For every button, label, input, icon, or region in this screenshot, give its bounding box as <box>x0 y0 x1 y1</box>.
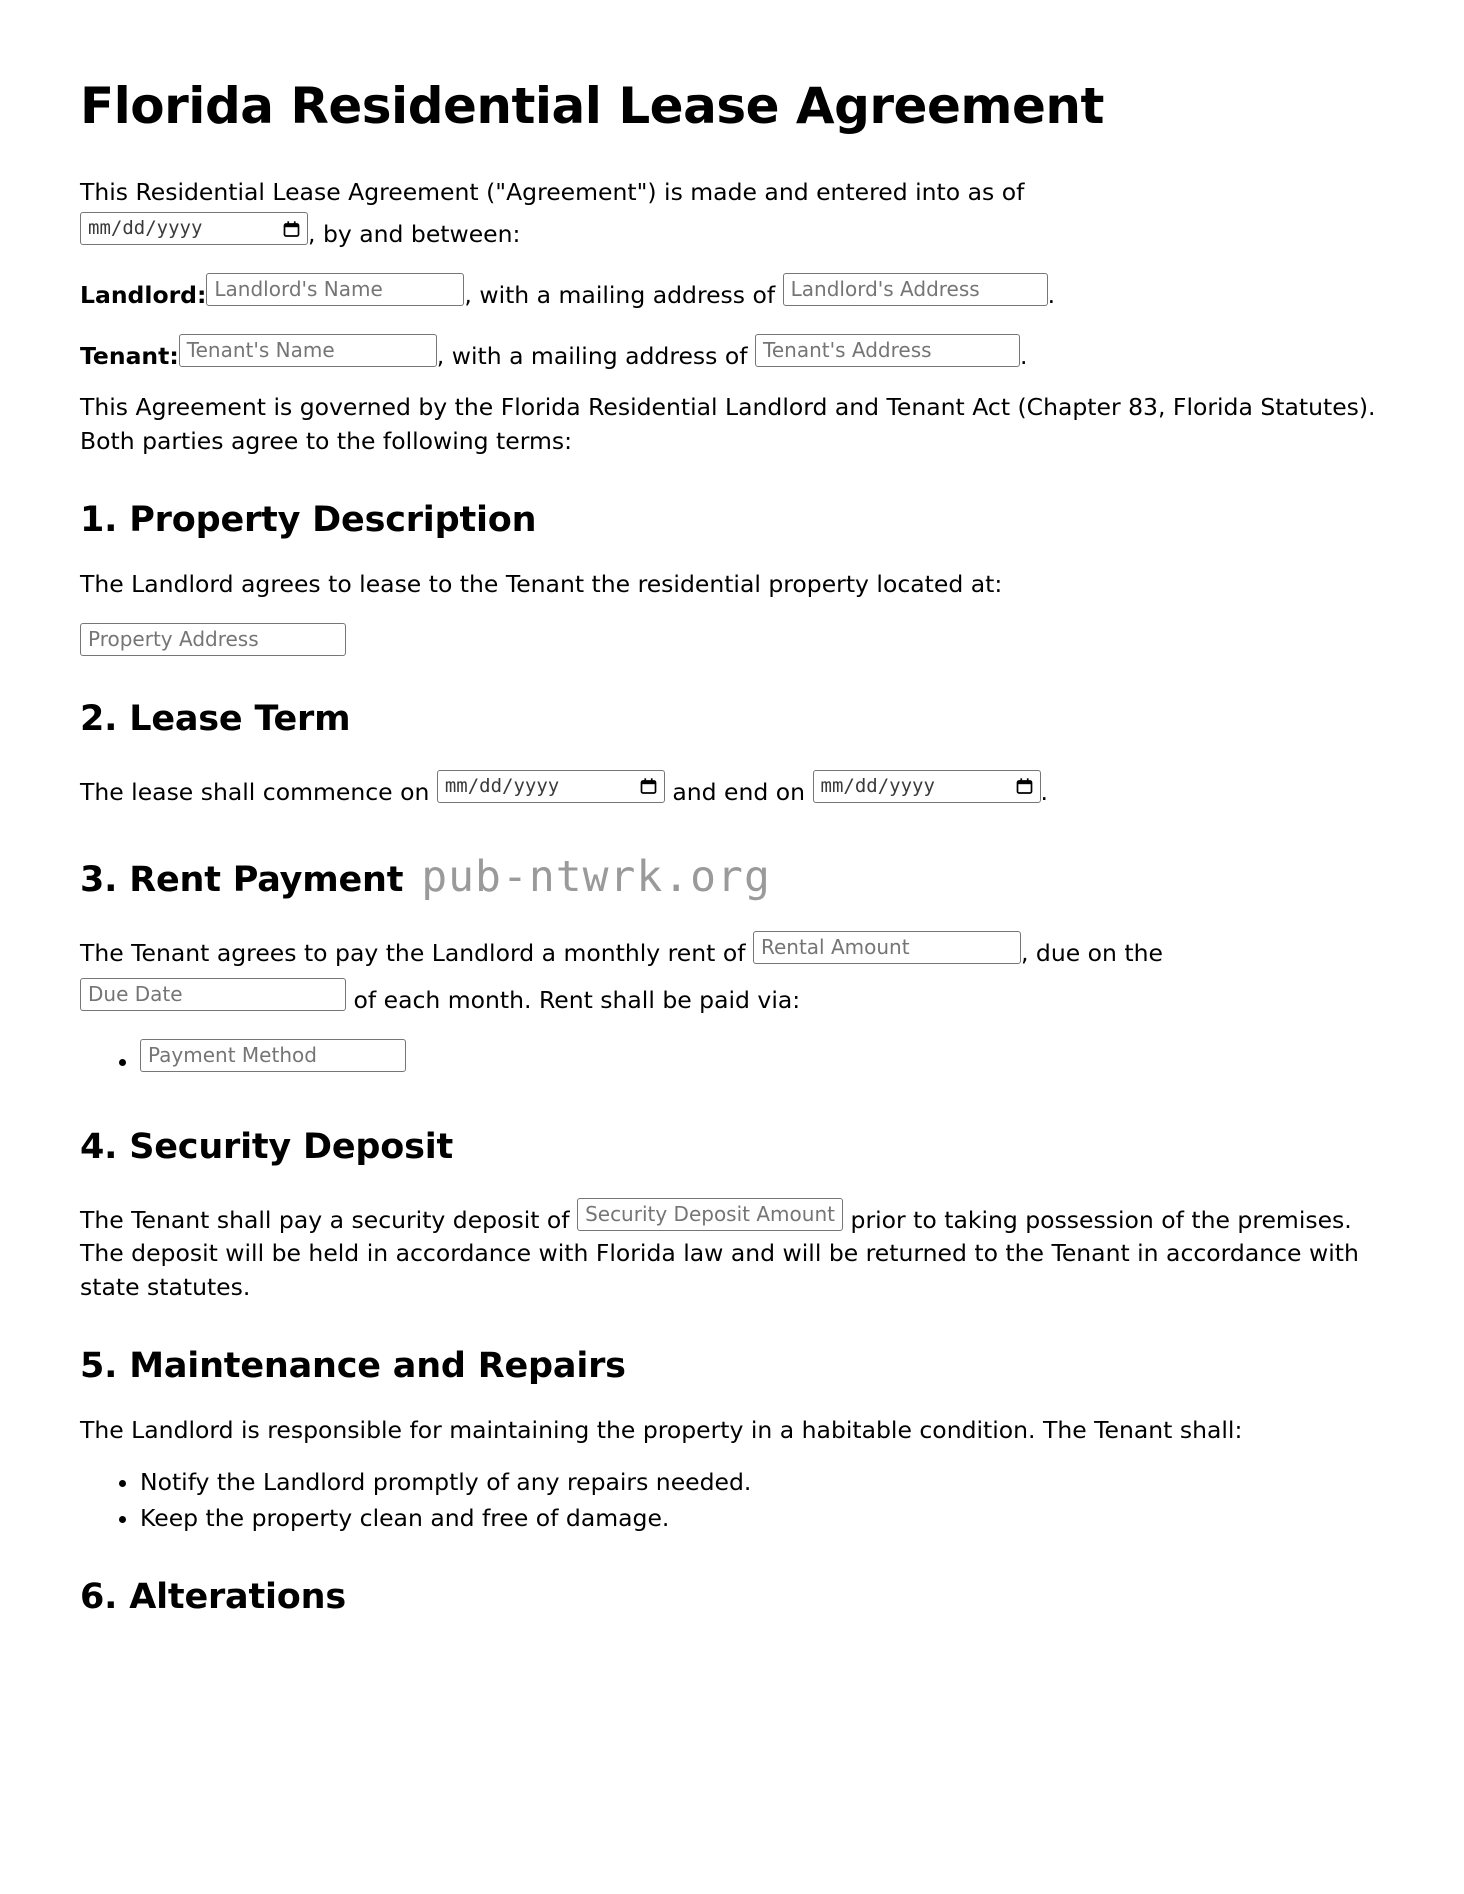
agreement-intro-paragraph <box>80 176 1384 252</box>
tenant-end-text: . <box>1020 341 1028 370</box>
page-title: Florida Residential Lease Agreement <box>80 77 1104 135</box>
lease-term-end-text: . <box>1040 777 1048 806</box>
lease-start-date-input[interactable]: mm/dd/yyyy <box>437 770 665 803</box>
payment-method-input[interactable]: Payment Method <box>140 1039 406 1072</box>
tenant-label: Tenant: <box>80 341 179 370</box>
property-description-body: The Landlord agrees to lease to the Tenant the residential property located at: <box>80 570 1003 599</box>
property-address-row <box>80 620 1384 657</box>
heading-rent-payment: 3. Rent Payment <box>80 859 404 900</box>
lease-end-date-input[interactable]: mm/dd/yyyy <box>813 770 1041 803</box>
landlord-name-input[interactable]: Landlord's Name <box>206 273 464 306</box>
heading-security-deposit: 4. Security Deposit <box>80 1126 454 1167</box>
intro-lead-text: This Residential Lease Agreement ("Agreement") is made and entered into as of <box>80 178 1025 206</box>
agreement-date-input[interactable]: mm/dd/yyyy <box>80 212 308 245</box>
landlord-end-text: . <box>1047 280 1056 309</box>
deposit-after-amount-text: prior to taking possession of the premises. The deposit will be held in accordance with Florida law and will be returned to the Tenant in accordance with state statutes. <box>80 1205 1359 1301</box>
tenant-address-input[interactable]: Tenant's Address <box>755 334 1020 367</box>
intro-after-date-text: , by and between: <box>308 220 521 249</box>
property-address-input[interactable]: Property Address <box>80 623 346 656</box>
rent-after-amount-text: , due on the <box>1020 939 1163 968</box>
heading-property-description: 1. Property Description <box>80 500 537 541</box>
rent-due-date-input[interactable]: Due Date <box>80 978 346 1011</box>
calendar-icon <box>283 220 300 237</box>
deposit-before-amount-text: The Tenant shall pay a security deposit of <box>80 1205 570 1234</box>
landlord-row <box>80 270 1384 317</box>
rent-before-amount-text: The Tenant agrees to pay the Landlord a monthly rent of <box>80 939 746 968</box>
maintenance-duties-list <box>80 1466 1384 1536</box>
landlord-mid-text: , with a mailing address of <box>464 280 776 309</box>
lease-term-before-text: The lease shall commence on <box>80 777 430 806</box>
lease-term-row <box>80 767 1384 814</box>
maintenance-body: The Landlord is responsible for maintaining the property in a habitable condition. The Tenant shall: <box>80 1416 1243 1445</box>
site-watermark: pub-ntwrk.org <box>421 851 771 902</box>
security-deposit-amount-input[interactable]: Security Deposit Amount <box>577 1198 843 1231</box>
list-item <box>140 1036 1384 1085</box>
landlord-address-input[interactable]: Landlord's Address <box>783 273 1048 306</box>
tenant-row <box>80 331 1384 378</box>
heading-alterations: 6. Alterations <box>80 1577 346 1618</box>
rental-amount-input[interactable]: Rental Amount <box>753 931 1021 964</box>
governing-law-paragraph: This Agreement is governed by the Florida Residential Landlord and Tenant Act (Chapter 83, Florida Statutes). Both parties agree to the following terms: <box>80 393 1376 455</box>
payment-method-list <box>80 1036 1384 1085</box>
security-deposit-paragraph <box>80 1195 1384 1304</box>
rent-after-due-text: of each month. Rent shall be paid via: <box>353 985 801 1014</box>
heading-maintenance-repairs: 5. Maintenance and Repairs <box>80 1346 626 1387</box>
landlord-label: Landlord: <box>80 280 207 309</box>
heading-lease-term: 2. Lease Term <box>80 698 351 739</box>
lease-term-between-text: and end on <box>672 777 806 806</box>
list-item: • Keep the property clean and free of damage. <box>140 1502 1384 1535</box>
calendar-icon <box>1016 778 1033 795</box>
tenant-mid-text: , with a mailing address of <box>436 341 748 370</box>
list-item: • Notify the Landlord promptly of any repairs needed. <box>140 1466 1384 1499</box>
calendar-icon <box>640 778 657 795</box>
tenant-name-input[interactable]: Tenant's Name <box>179 334 437 367</box>
rent-heading-row <box>80 851 1384 902</box>
rent-payment-row <box>80 928 1384 1022</box>
